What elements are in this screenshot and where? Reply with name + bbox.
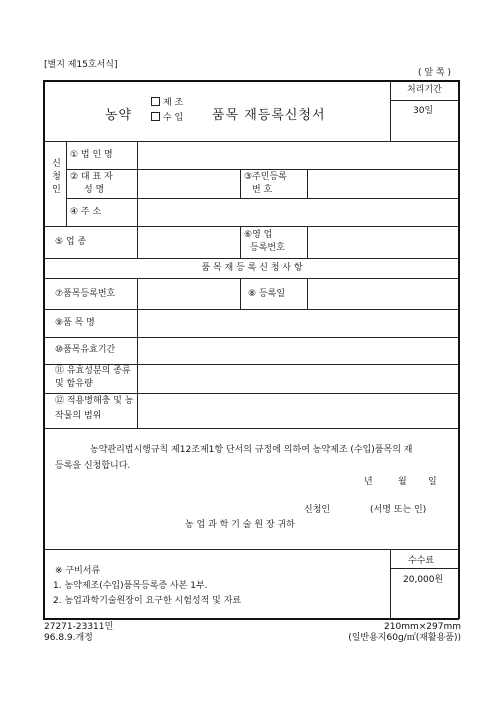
crops-label-1: ⑫ 적용병해충 및 농: [55, 396, 134, 406]
address-label: ④ 주 소: [70, 207, 102, 217]
rrn-field[interactable]: [309, 171, 457, 197]
reg-number-field[interactable]: [139, 280, 239, 308]
rrn-label-2: 번 호: [252, 185, 273, 195]
date-month-label: 월: [398, 477, 407, 487]
validity-label: ⑩품목유효기간: [55, 345, 116, 355]
manufacture-checkbox[interactable]: [151, 97, 160, 106]
processing-label: 처리기간: [407, 85, 442, 95]
rep-name-field[interactable]: [139, 171, 239, 197]
addressee: 농 업 과 학 기 술 원 장 귀하: [185, 520, 295, 530]
ingredient-label-1: ⑪ 유효성분의 종류: [55, 366, 131, 376]
business-reg-label-2: 등록번호: [250, 243, 285, 253]
validity-field[interactable]: [139, 339, 457, 363]
date-day-label: 일: [428, 477, 437, 487]
reg-date-label: ⑧ 등록일: [248, 289, 286, 299]
import-checkbox[interactable]: [151, 112, 160, 121]
applicant-sign-label: 신청인: [304, 505, 331, 515]
declaration-line-2: 등록을 신청합니다.: [55, 461, 131, 471]
document-item-1: 1. 농약제조(수입)품목등록증 사본 1부.: [53, 581, 208, 591]
section-header: 품 목 재 등 록 신 청 사 항: [201, 263, 303, 273]
signature-note[interactable]: (서명 또는 인): [370, 505, 427, 515]
ingredient-label-2: 및 함유량: [55, 379, 93, 389]
business-reg-field[interactable]: [309, 228, 457, 257]
corp-name-field[interactable]: [139, 143, 457, 168]
applicant-group-label: 신청인: [50, 158, 60, 197]
documents-title: ※ 구비서류: [55, 566, 101, 576]
reg-number-label: ⑦품목등록번호: [55, 289, 116, 299]
footer-code: 27271-23311민: [44, 622, 114, 632]
fee-value: 20,000원: [403, 575, 444, 585]
declaration-line-1: 농약관리법시행규칙 제12조제1항 단서의 규정에 의하여 농약제조 (수입)품목의 재: [90, 445, 413, 455]
business-type-label: ⑤ 업 종: [55, 237, 87, 247]
corp-name-label: ① 법 인 명: [70, 150, 113, 160]
address-field[interactable]: [139, 200, 457, 225]
rep-name-label-1: ② 대 표 자: [70, 172, 113, 182]
fee-label: 수수료: [408, 556, 435, 566]
footer-paper: (일반용지60g/㎡(재활용품)): [348, 633, 461, 643]
business-reg-label-1: ⑥영 업: [244, 230, 273, 240]
product-name-field[interactable]: [139, 311, 457, 336]
rrn-label-1: ③주민등록: [244, 172, 287, 182]
ingredient-field[interactable]: [139, 366, 457, 392]
form-title: 품목 재등록신청서: [212, 108, 326, 123]
reg-date-field[interactable]: [309, 280, 457, 308]
footer-size: 210mm×297mm: [384, 622, 461, 632]
crops-field[interactable]: [139, 395, 457, 427]
date-year-label: 년: [364, 477, 373, 487]
processing-value: 30일: [413, 106, 434, 116]
manufacture-option[interactable]: 제 조: [151, 97, 183, 109]
document-item-2: 2. 농업과학기술원장이 요구한 시험성적 및 자료: [53, 596, 242, 606]
business-type-field[interactable]: [139, 228, 239, 257]
form-number: [별지 제15호서식]: [44, 60, 118, 70]
rep-name-label-2: 성 명: [84, 185, 105, 195]
side-note: ( 앞 쪽 ): [418, 68, 451, 78]
footer-revised: 96.8.9.개정: [44, 633, 93, 643]
product-label: 농약: [105, 108, 133, 123]
crops-label-2: 작물의 범위: [55, 411, 102, 421]
product-name-label: ⑨품 목 명: [55, 318, 95, 328]
import-option[interactable]: 수 입: [151, 112, 183, 124]
